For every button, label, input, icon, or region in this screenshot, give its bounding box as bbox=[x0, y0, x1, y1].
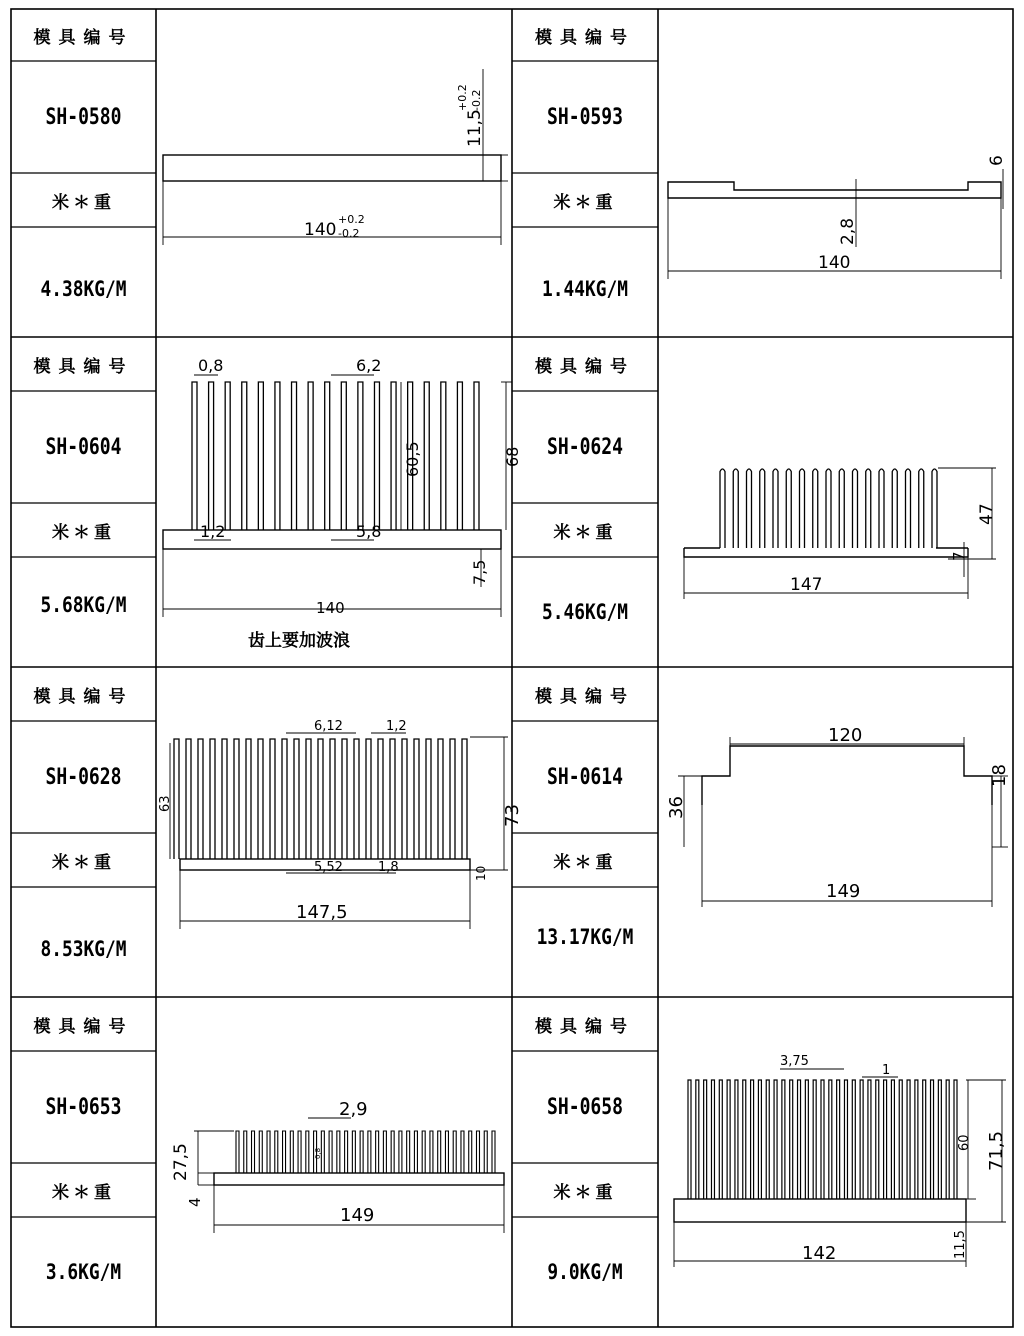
fin bbox=[383, 1131, 386, 1173]
mold-number-header: 模具编号 bbox=[33, 686, 134, 707]
fin bbox=[492, 1131, 495, 1173]
dim-height: 68 bbox=[503, 446, 522, 467]
dim-width: 147,5 bbox=[296, 902, 348, 923]
fin bbox=[259, 1131, 262, 1173]
fin bbox=[445, 1131, 448, 1173]
drawing-note: 齿上要加波浪 bbox=[248, 630, 350, 651]
fin bbox=[318, 739, 323, 859]
dim-height: 73 bbox=[502, 804, 523, 827]
fin bbox=[829, 1080, 832, 1199]
fin bbox=[337, 1131, 340, 1173]
fin bbox=[330, 739, 335, 859]
mold-number-header: 模具编号 bbox=[33, 1016, 134, 1037]
mold-code: SH-0628 bbox=[45, 764, 122, 790]
fin bbox=[422, 1131, 425, 1173]
dim-width-tol-upper: +0.2 bbox=[338, 213, 365, 226]
mold-number-header: 模具编号 bbox=[535, 356, 635, 377]
fin bbox=[938, 1080, 941, 1199]
dim-base: 10 bbox=[474, 865, 488, 881]
dim-width: 142 bbox=[802, 1243, 837, 1264]
dim-base: 11,5 bbox=[953, 1230, 968, 1259]
profile-drawing-sh-0604 bbox=[156, 337, 522, 667]
weight-value: 8.53KG/M bbox=[40, 937, 127, 961]
fin bbox=[270, 739, 275, 859]
fin bbox=[267, 1131, 270, 1173]
fin bbox=[853, 469, 858, 548]
fin bbox=[234, 739, 239, 859]
dim-width: 149 bbox=[340, 1205, 375, 1226]
fin bbox=[805, 1080, 808, 1199]
fin bbox=[821, 1080, 824, 1199]
weight-per-meter-label: 米＊重 bbox=[553, 1182, 617, 1203]
dim-width: 147 bbox=[790, 575, 823, 595]
fin bbox=[747, 469, 752, 548]
fin bbox=[453, 1131, 456, 1173]
dim-width-tol-lower: -0.2 bbox=[338, 227, 360, 240]
fin bbox=[696, 1080, 699, 1199]
fin bbox=[282, 739, 287, 859]
weight-value: 5.46KG/M bbox=[542, 600, 628, 624]
dim-height: 36 bbox=[666, 796, 687, 819]
dim-pitch: 2,9 bbox=[339, 1099, 368, 1120]
fin bbox=[298, 1131, 301, 1173]
mold-code: SH-0653 bbox=[45, 1094, 122, 1120]
mold-number-header: 模具编号 bbox=[33, 356, 134, 377]
fin bbox=[891, 1080, 894, 1199]
profile-drawing-sh-0653 bbox=[156, 997, 512, 1327]
fin bbox=[899, 1080, 902, 1199]
fin bbox=[290, 1131, 293, 1173]
fin bbox=[790, 1080, 793, 1199]
dim-width: 140 bbox=[316, 599, 345, 617]
profile-drawing-sh-0614 bbox=[658, 667, 1012, 997]
fin bbox=[743, 1080, 746, 1199]
fin bbox=[186, 739, 191, 859]
fin bbox=[402, 739, 407, 859]
fin bbox=[860, 1080, 863, 1199]
fin bbox=[760, 469, 765, 548]
fin bbox=[438, 1131, 441, 1173]
weight-per-meter-label: 米＊重 bbox=[553, 192, 617, 213]
fin bbox=[441, 382, 446, 530]
fin bbox=[906, 469, 911, 548]
fin bbox=[306, 739, 311, 859]
dim-height: 71,5 bbox=[986, 1130, 1007, 1171]
fin bbox=[907, 1080, 910, 1199]
dim-thickness-tol-upper: +0.2 bbox=[456, 84, 469, 111]
profile-drawing-sh-0593 bbox=[658, 9, 1012, 337]
fin bbox=[879, 469, 884, 548]
weight-per-meter-label: 米＊重 bbox=[553, 522, 617, 543]
dim-fin-height: 63 bbox=[158, 795, 173, 812]
fin bbox=[354, 739, 359, 859]
fin bbox=[368, 1131, 371, 1173]
fin bbox=[391, 382, 396, 530]
fin bbox=[222, 739, 227, 859]
weight-value: 3.6KG/M bbox=[45, 1260, 122, 1284]
fin bbox=[242, 382, 247, 530]
fin bbox=[915, 1080, 918, 1199]
fin bbox=[484, 1131, 487, 1173]
dim-step: 18 bbox=[989, 764, 1010, 787]
weight-value: 13.17KG/M bbox=[536, 925, 634, 949]
fin bbox=[751, 1080, 754, 1199]
fin bbox=[366, 739, 371, 859]
fin bbox=[773, 469, 778, 548]
dim-width: 140 bbox=[304, 220, 337, 240]
fin bbox=[407, 1131, 410, 1173]
fin bbox=[244, 1131, 247, 1173]
fin bbox=[758, 1080, 761, 1199]
fin bbox=[720, 469, 725, 548]
fin bbox=[192, 382, 197, 530]
fin bbox=[844, 1080, 847, 1199]
mold-code: SH-0614 bbox=[546, 764, 624, 790]
dim-pitch: 6,12 bbox=[314, 719, 343, 734]
fin bbox=[839, 469, 844, 548]
dim-height: 27,5 bbox=[171, 1143, 191, 1181]
dim-width: 140 bbox=[818, 253, 851, 273]
fin bbox=[341, 382, 346, 530]
fin bbox=[360, 1131, 363, 1173]
fin bbox=[225, 382, 230, 530]
fin bbox=[876, 1080, 879, 1199]
fin bbox=[345, 1131, 348, 1173]
fin bbox=[798, 1080, 801, 1199]
mold-number-header: 模具编号 bbox=[535, 1016, 635, 1037]
mold-code: SH-0580 bbox=[45, 104, 122, 130]
fin bbox=[236, 1131, 239, 1173]
fin bbox=[919, 469, 924, 548]
dim-thickness-tol-lower: -0.2 bbox=[470, 89, 483, 111]
dim-thickness: 11,5 bbox=[465, 109, 485, 147]
fin bbox=[430, 1131, 433, 1173]
fin bbox=[462, 739, 467, 859]
weight-per-meter-label: 米＊重 bbox=[52, 192, 115, 213]
weight-value: 9.0KG/M bbox=[547, 1260, 623, 1284]
fin bbox=[727, 1080, 730, 1199]
dim-fin-height: 60 bbox=[957, 1134, 972, 1151]
dim-top-width: 120 bbox=[828, 725, 863, 746]
fin bbox=[198, 739, 203, 859]
dim-height: 47 bbox=[977, 503, 997, 525]
fin bbox=[868, 1080, 871, 1199]
profile-catalog-sheet bbox=[10, 8, 1014, 1328]
fin bbox=[391, 1131, 394, 1173]
fin bbox=[469, 1131, 472, 1173]
fin bbox=[352, 1131, 355, 1173]
fin bbox=[946, 1080, 949, 1199]
fin bbox=[306, 1131, 309, 1173]
dim-fin-root: 1,8 bbox=[378, 860, 399, 875]
dim-gap: 5,52 bbox=[314, 860, 343, 875]
fin bbox=[688, 1080, 691, 1199]
dim-height: 6 bbox=[987, 155, 1007, 166]
fin bbox=[735, 1080, 738, 1199]
fin bbox=[374, 382, 379, 530]
weight-value: 1.44KG/M bbox=[542, 277, 628, 301]
profile-drawing-sh-0580 bbox=[156, 9, 512, 337]
fin bbox=[246, 739, 251, 859]
fin bbox=[292, 382, 297, 530]
fin bbox=[461, 1131, 464, 1173]
mold-code: SH-0624 bbox=[546, 434, 624, 460]
fin bbox=[774, 1080, 777, 1199]
fin bbox=[258, 739, 263, 859]
fin bbox=[342, 739, 347, 859]
weight-per-meter-label: 米＊重 bbox=[52, 522, 115, 543]
fin bbox=[931, 1080, 934, 1199]
dim-fin-thickness: 1,2 bbox=[386, 719, 407, 734]
fin bbox=[813, 469, 818, 548]
fin bbox=[766, 1080, 769, 1199]
fin bbox=[275, 382, 280, 530]
profile-drawing-sh-0658 bbox=[658, 997, 1012, 1327]
mold-code: SH-0593 bbox=[546, 104, 624, 130]
fin bbox=[209, 382, 214, 530]
fin bbox=[414, 739, 419, 859]
fin bbox=[378, 739, 383, 859]
fin bbox=[174, 739, 179, 859]
fin bbox=[932, 469, 937, 548]
dim-base: 7,5 bbox=[470, 559, 489, 585]
fin bbox=[826, 469, 831, 548]
profile-drawing-sh-0628 bbox=[156, 667, 523, 997]
dim-base: 7 bbox=[950, 551, 968, 561]
dim-pitch: 6,2 bbox=[356, 356, 382, 375]
fin bbox=[800, 469, 805, 548]
dim-fin-thickness: 0,8 bbox=[198, 356, 224, 375]
mold-code: SH-0604 bbox=[45, 434, 122, 460]
weight-per-meter-label: 米＊重 bbox=[553, 852, 617, 873]
weight-per-meter-label: 米＊重 bbox=[52, 852, 115, 873]
dim-base: 2,8 bbox=[838, 217, 858, 245]
fin bbox=[438, 739, 443, 859]
dim-fin-height: 60,5 bbox=[403, 441, 422, 477]
dim-fin-mark: 0,8 bbox=[314, 1147, 322, 1159]
fin bbox=[210, 739, 215, 859]
fin bbox=[424, 382, 429, 530]
mold-code: SH-0658 bbox=[546, 1094, 624, 1120]
fin bbox=[923, 1080, 926, 1199]
fin bbox=[376, 1131, 379, 1173]
mold-number-header: 模具编号 bbox=[33, 27, 134, 48]
fin bbox=[711, 1080, 714, 1199]
profile-drawing-sh-0624 bbox=[658, 337, 1012, 667]
dim-width: 149 bbox=[826, 881, 861, 902]
fin bbox=[719, 1080, 722, 1199]
fin bbox=[390, 739, 395, 859]
fin bbox=[782, 1080, 785, 1199]
dim-gap: 5,8 bbox=[356, 522, 382, 541]
fin bbox=[275, 1131, 278, 1173]
fin bbox=[426, 739, 431, 859]
fin bbox=[884, 1080, 887, 1199]
fin bbox=[414, 1131, 417, 1173]
fin bbox=[813, 1080, 816, 1199]
fin bbox=[329, 1131, 332, 1173]
fin bbox=[358, 382, 363, 530]
fin bbox=[852, 1080, 855, 1199]
fin bbox=[283, 1131, 286, 1173]
dim-base: 4 bbox=[186, 1197, 204, 1207]
fin bbox=[786, 469, 791, 548]
fin bbox=[476, 1131, 479, 1173]
fin bbox=[474, 382, 479, 530]
fin bbox=[866, 469, 871, 548]
fin bbox=[733, 469, 738, 548]
weight-value: 5.68KG/M bbox=[40, 593, 127, 617]
dim-fin-thickness: 1 bbox=[882, 1063, 891, 1078]
dim-pitch: 3,75 bbox=[780, 1054, 809, 1069]
fin bbox=[457, 382, 462, 530]
fin bbox=[294, 739, 299, 859]
fin bbox=[450, 739, 455, 859]
fin bbox=[704, 1080, 707, 1199]
mold-number-header: 模具编号 bbox=[535, 27, 635, 48]
dim-fin-root: 1,2 bbox=[200, 522, 226, 541]
weight-per-meter-label: 米＊重 bbox=[52, 1182, 115, 1203]
fin bbox=[837, 1080, 840, 1199]
mold-number-header: 模具编号 bbox=[535, 686, 635, 707]
fin bbox=[325, 382, 330, 530]
weight-value: 4.38KG/M bbox=[40, 277, 127, 301]
fin bbox=[258, 382, 263, 530]
fin bbox=[308, 382, 313, 530]
fin bbox=[399, 1131, 402, 1173]
fin bbox=[252, 1131, 255, 1173]
fin bbox=[892, 469, 897, 548]
